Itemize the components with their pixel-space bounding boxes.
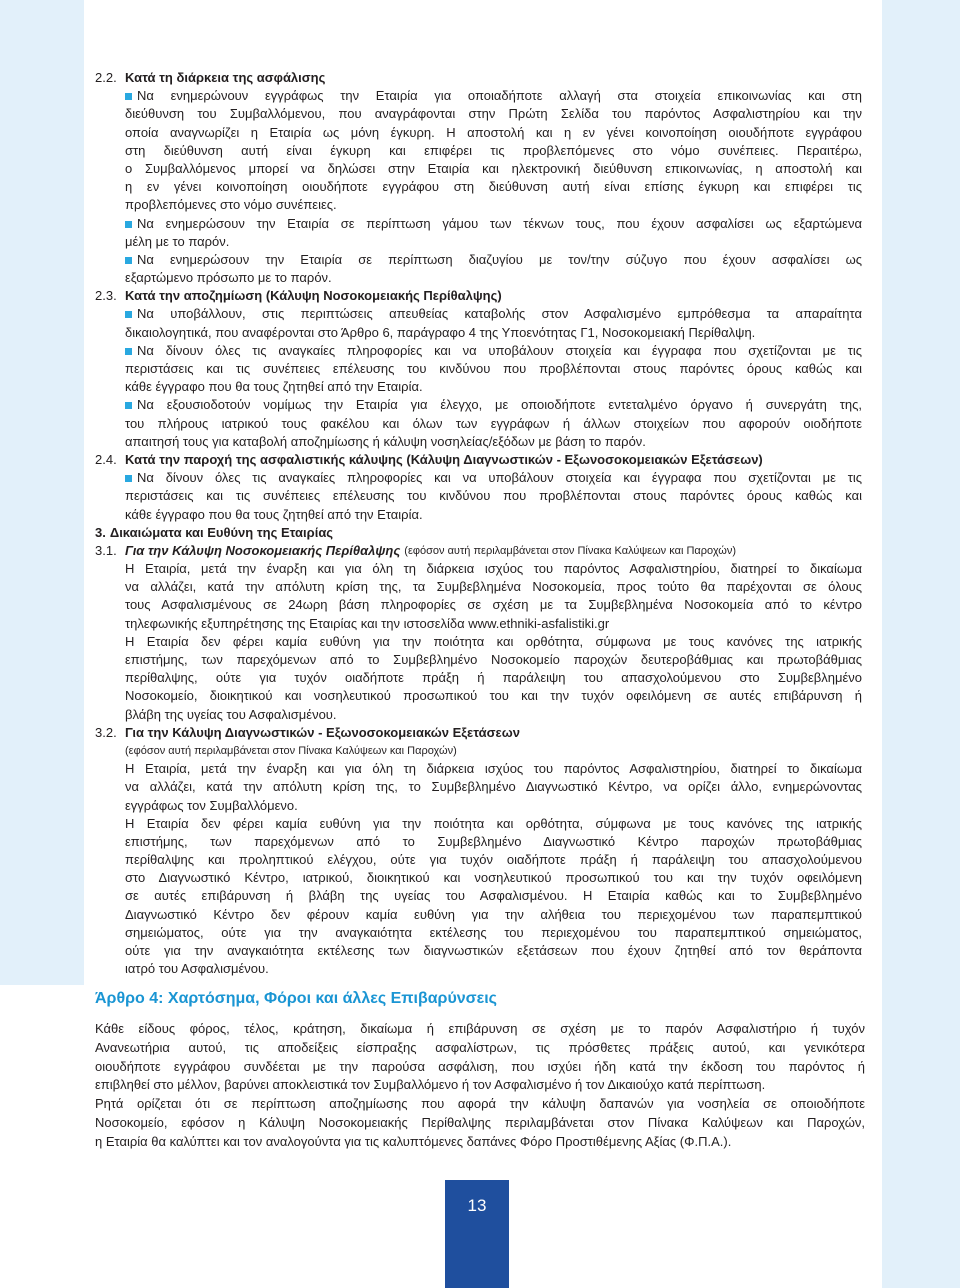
background-shape-left [0, 0, 84, 985]
text-line: Ανανεωτήρια αυτού, τις αποδείξεις είσπραξης ασφαλίστρων, τις πρόσθετες πράξεις αυτού, και γενικότερα [95, 1040, 865, 1056]
text-line: εξαρτώμενο πρόσωπο με το παρόν. [125, 270, 332, 286]
text-line: προβλεπόμενες στο νόμο συνέπειες. [125, 197, 337, 213]
chapter-heading [95, 524, 865, 542]
text-line: μέλη με το παρόν. [125, 233, 230, 249]
text-line: στο Διαγνωστικό Κέντρο, ιατρικού, διοικητικού και νοσηλευτικού προσωπικού του και την τυχόν οφειλόμενη [125, 870, 862, 886]
text-line: Κάθε είδους φόρος, τέλος, κράτηση, δικαίωμα ή επιβάρυνση σε σχέση με το παρόν Ασφαλιστήριο ή τυχόν [95, 1021, 865, 1037]
text-line: Διαγνωστικό Κέντρο δεν φέρουν καμία ευθύνη για την αλήθεια του περιεχομένου των παραπεμπτικού [125, 906, 862, 922]
text-line-content: Να δίνουν όλες τις αναγκαίες πληροφορίες και να υποβάλουν στοιχεία και έγγραφα που σχετίζονται με τις [137, 342, 862, 358]
bullet-icon [125, 93, 132, 100]
text-line: τους Ασφαλισμένους σε 24ωρη βάση πληροφορίες σε σχέση με τα Συμβεβλημένα Νοσοκομεία από το κέντρο [125, 597, 862, 613]
text-line: περίθαλψης και προληπτικού ελέγχου, ούτε για τυχόν οιαδήποτε πράξη ή παράλειψη του απασχολούμενου [125, 852, 862, 868]
text-line: περιστάσεις και τις συνέπειες επέλευσης του κινδύνου που προβλέπονται στους παρόντες όρους καθώς και [125, 488, 862, 504]
bullet-icon [125, 348, 132, 355]
paragraph [125, 760, 862, 815]
text-line: απαιτησή τους για καταβολή αποζημίωσης ή κάλυψη νοσηλείας/εξόδων με βάση το παρόν. [125, 433, 646, 449]
bullet-item [125, 87, 862, 214]
section-heading [95, 287, 865, 305]
section-number: 2.4. [95, 451, 117, 467]
text-line-content: Να δίνουν όλες τις αναγκαίες πληροφορίες και να υποβάλουν στοιχεία και έγγραφα που σχετίζονται με τις [137, 470, 862, 486]
subsection-heading [95, 724, 865, 742]
text-line [125, 396, 862, 414]
text-line [125, 251, 862, 269]
article-heading: Άρθρο 4: Χαρτόσημα, Φόροι και άλλες Επιβαρύνσεις [95, 990, 497, 1008]
subsection-title: Για την Κάλυψη Νοσοκομειακής Περίθαλψης [125, 542, 401, 558]
chapter-number: 3. [95, 524, 106, 540]
article-paragraph [95, 1095, 865, 1151]
text-line-content: Να υποβάλλουν, στις περιπτώσεις απευθείας καταβολής στον Ασφαλισμένο εμπρόθεσμα τα απαραίτητα [137, 306, 862, 322]
bullet-icon [125, 311, 132, 318]
text-line: Η Εταιρία, μετά την έναρξη και για όλη τη διάρκεια ισχύος του παρόντος Ασφαλιστηρίου, διατηρεί το δικαίωμα [125, 761, 862, 777]
text-line: επιστήμης, των παρεχόμενων από το Συμβεβλημένο Διαγνωστικό Κέντρο παροχών πρωτοβάθμιας [125, 833, 862, 849]
text-line: Ρητά ορίζεται ότι σε περίπτωση αποζημίωσης που αφορά την κάλυψη δαπανών για νοσηλεία σε οποιοδήποτε [95, 1096, 865, 1112]
page-number-box [445, 1180, 509, 1288]
bullet-item [125, 305, 862, 341]
subsection-heading [95, 542, 865, 560]
text-line: σημειώματος, ούτε για την αναγκαιότητα εκτέλεσης του περιεχομένου του παραπεμπτικού σημειώματος, [125, 924, 862, 940]
text-line: περίθαλψης, ούτε για τυχόν οιαδήποτε πράξη ή παράλειψη του απασχολούμενου στο Συμβεβλημένο [125, 670, 862, 686]
text-line: να αλλάζει, κατά την απόλυτη κρίση της, το Συμβεβλημένο Διαγνωστικό Κέντρο, να ορίζει άλλο, ενημερώνοντας [125, 779, 862, 795]
bullet-icon [125, 257, 132, 264]
text-line-content: Να ενημερώσουν την Εταιρία σε περίπτωση διαζυγίου με τον/την σύζυγο που έχουν ασφαλίσει ως [137, 251, 862, 267]
bullet-item [125, 469, 862, 524]
text-line: η εν γένει κοινοποίηση οιουδήποτε εγγράφου στη διεύθυνση αυτή είναι επίσης έγκυρη και επιφέρει τις [125, 179, 862, 195]
page-number: 13 [467, 1196, 487, 1215]
subsection-number: 3.2. [95, 724, 117, 740]
text-line: επιστήμης, των παρεχόμενων από το Συμβεβλημένο Νοσοκομείο παροχών δευτεροβάθμιας και πρωτοβάθμιας [125, 652, 862, 667]
subsection-title: Για την Κάλυψη Διαγνωστικών - Εξωνοσοκομειακών Εξετάσεων [125, 724, 520, 740]
text-line: Η Εταιρία δεν φέρει καμία ευθύνη για την ποιότητα και ορθότητα, σύμφωνα με τους κανόνες της ιατρικής [125, 633, 862, 649]
background-shape-right [882, 0, 960, 1288]
bullet-icon [125, 402, 132, 409]
text-line [125, 469, 862, 487]
text-line-content: Να ενημερώνουν εγγράφως την Εταιρία για οποιαδήποτε αλλαγή στα στοιχεία επικοινωνίας και στη [137, 88, 862, 104]
bullet-icon [125, 475, 132, 482]
text-line: στη διεύθυνση αυτή είναι έγκυρη και επιφέρει τις προβλεπόμενες στο νόμο συνέπειες. Περαιτέρω, [125, 142, 862, 158]
text-line: δικαιολογητικά, που αναφέρονται στο Άρθρο 6, παράγραφο 4 της Υποενότητας Γ1, Νοσοκομειακή Περίθαλψη. [125, 324, 756, 340]
text-line: ιατρό του Ασφαλισμένου. [125, 961, 269, 977]
document-content [95, 69, 865, 1151]
section-title: Κατά την αποζημίωση (Κάλυψη Νοσοκομειακής Περίθαλψης) [125, 288, 502, 304]
subsection-note: (εφόσον αυτή περιλαμβάνεται στον Πίνακα Καλύψεων και Παροχών) [125, 744, 457, 757]
text-line-content: Να εξουσιοδοτούν νομίμως την Εταιρία για έλεγχο, με οποιοδήποτε εντεταλμένο όργανο ή συνεργάτη της, [137, 397, 862, 413]
section-title: Κατά τη διάρκεια της ασφάλισης [125, 70, 326, 85]
paragraph [125, 633, 862, 724]
text-line-content: Να ενημερώσουν την Εταιρία σε περίπτωση γάμου των τέκνων τους, που έχουν ασφαλίσει ως εξαρτώμενα [137, 215, 862, 231]
paragraph [125, 560, 862, 633]
section-number: 2.3. [95, 288, 117, 304]
text-line: Η Εταιρία δεν φέρει καμία ευθύνη για την ποιότητα και ορθότητα, σύμφωνα με τους κανόνες της ιατρικής [125, 815, 862, 831]
text-line: βλάβη της υγείας του Ασφαλισμένου. [125, 706, 337, 722]
text-line: ούτε για την αναγκαιότητα εκτέλεσης των διαγνωστικών εξετάσεων που έχουν ζητηθεί από τον θεράποντα [125, 943, 862, 958]
text-line: Η Εταιρία, μετά την έναρξη και για όλη τη διάρκεια ισχύος του παρόντος Ασφαλιστηρίου, διατηρεί το δικαίωμα [125, 561, 862, 577]
section-number: 2.2. [95, 70, 117, 85]
chapter-title: Δικαιώματα και Ευθύνη της Εταιρίας [109, 524, 334, 540]
text-line: περιστάσεις και τις συνέπειες επέλευσης του κινδύνου που προβλέπονται στους παρόντες όρους καθώς και [125, 361, 862, 376]
paragraph [125, 815, 862, 979]
section-title: Κατά την παροχή της ασφαλιστικής κάλυψης (Κάλυψη Διαγνωστικών - Εξωνοσοκομειακών Εξετάσεων) [125, 451, 763, 467]
bullet-item [125, 396, 862, 451]
text-line: ο Συμβαλλόμενος μπορεί να δηλώσει στην Εταιρία και ηλεκτρονική διεύθυνση επικοινωνίας, η αποστολή και [125, 160, 862, 176]
text-line: κάθε έγγραφο που θα τους ζητηθεί από την Εταιρία. [125, 379, 423, 395]
text-line: οποία αναγνωρίζει η Εταιρία ως μόνη έγκυρη. Η αποστολή και η εν γένει κοινοποίηση οιουδήποτε εγγράφου [125, 124, 862, 140]
section-heading [95, 69, 865, 87]
text-line: κάθε έγγραφο που θα τους ζητηθεί από την Εταιρία. [125, 506, 423, 522]
text-line: διεύθυνση του Συμβαλλόμενου, που αναγράφονται στην Πρώτη Σελίδα του παρόντος Ασφαλιστηρίου και την [125, 106, 862, 122]
bullet-item [125, 342, 862, 397]
text-line: σε αυτές επιβάρυνση ή βλάβη της υγείας του Ασφαλισμένου. Η Εταιρία καθώς και το Συμβεβλημένο [125, 888, 862, 904]
text-line: εγγράφως τον Συμβαλλόμενο. [125, 797, 298, 813]
text-line: Νοσοκομείο, διοικητικού και νοσηλευτικού προσωπικού του και την τυχόν οφειλόμενη σε αυτές επιβάρυνση ή [125, 688, 862, 704]
text-line: επιβληθεί στο μέλλον, βαρύνει αποκλειστικά τον Συμβαλλόμενο ή τον Ασφαλισμένο ή τον Δικαιούχο κατά περίπτωση. [95, 1077, 766, 1093]
text-line [125, 305, 862, 323]
text-line [125, 342, 862, 360]
bullet-item [125, 215, 862, 251]
text-line: Νοσοκομείο, εφόσον η Κάλυψη Νοσοκομειακής Περίθαλψης περιλαμβάνεται στον Πίνακα Καλύψεων και Παροχών, [95, 1114, 865, 1130]
text-line [125, 87, 862, 105]
text-line: τηλεφωνικής εξυπηρέτησης της Εταιρίας και την ιστοσελίδα www.ethniki-asfalistiki.gr [125, 615, 610, 631]
text-line: οιουδήποτε εγγράφου συνδέεται με την παρούσα ασφάλιση, που ισχύει ήδη κατά την έκδοση του παρόντος ή [95, 1058, 865, 1074]
bullet-item [125, 251, 862, 287]
text-line: η Εταιρία θα καλύπτει και τον αναλογούντα για τις καλυπτόμενες δαπάνες Φόρο Προστιθέμενης Αξίας (Φ.Π.Α.). [95, 1133, 732, 1149]
section-heading [95, 451, 865, 469]
bullet-icon [125, 221, 132, 228]
article-paragraph [95, 1020, 865, 1095]
subsection-number: 3.1. [95, 542, 117, 558]
text-line: να αλλάζει, κατά την απόλυτη κρίση της, τα Συμβεβλημένα Νοσοκομεία, προς τούτο θα παρέχονται σε όλους [125, 579, 862, 595]
text-line: του πλήρους ιατρικού τους φακέλου και όλων των εγγράφων ή άλλων στοιχείων που αφορούν οιοδήποτε [125, 415, 862, 431]
subsection-note: (εφόσον αυτή περιλαμβάνεται στον Πίνακα Καλύψεων και Παροχών) [404, 544, 737, 557]
text-line [125, 215, 862, 233]
